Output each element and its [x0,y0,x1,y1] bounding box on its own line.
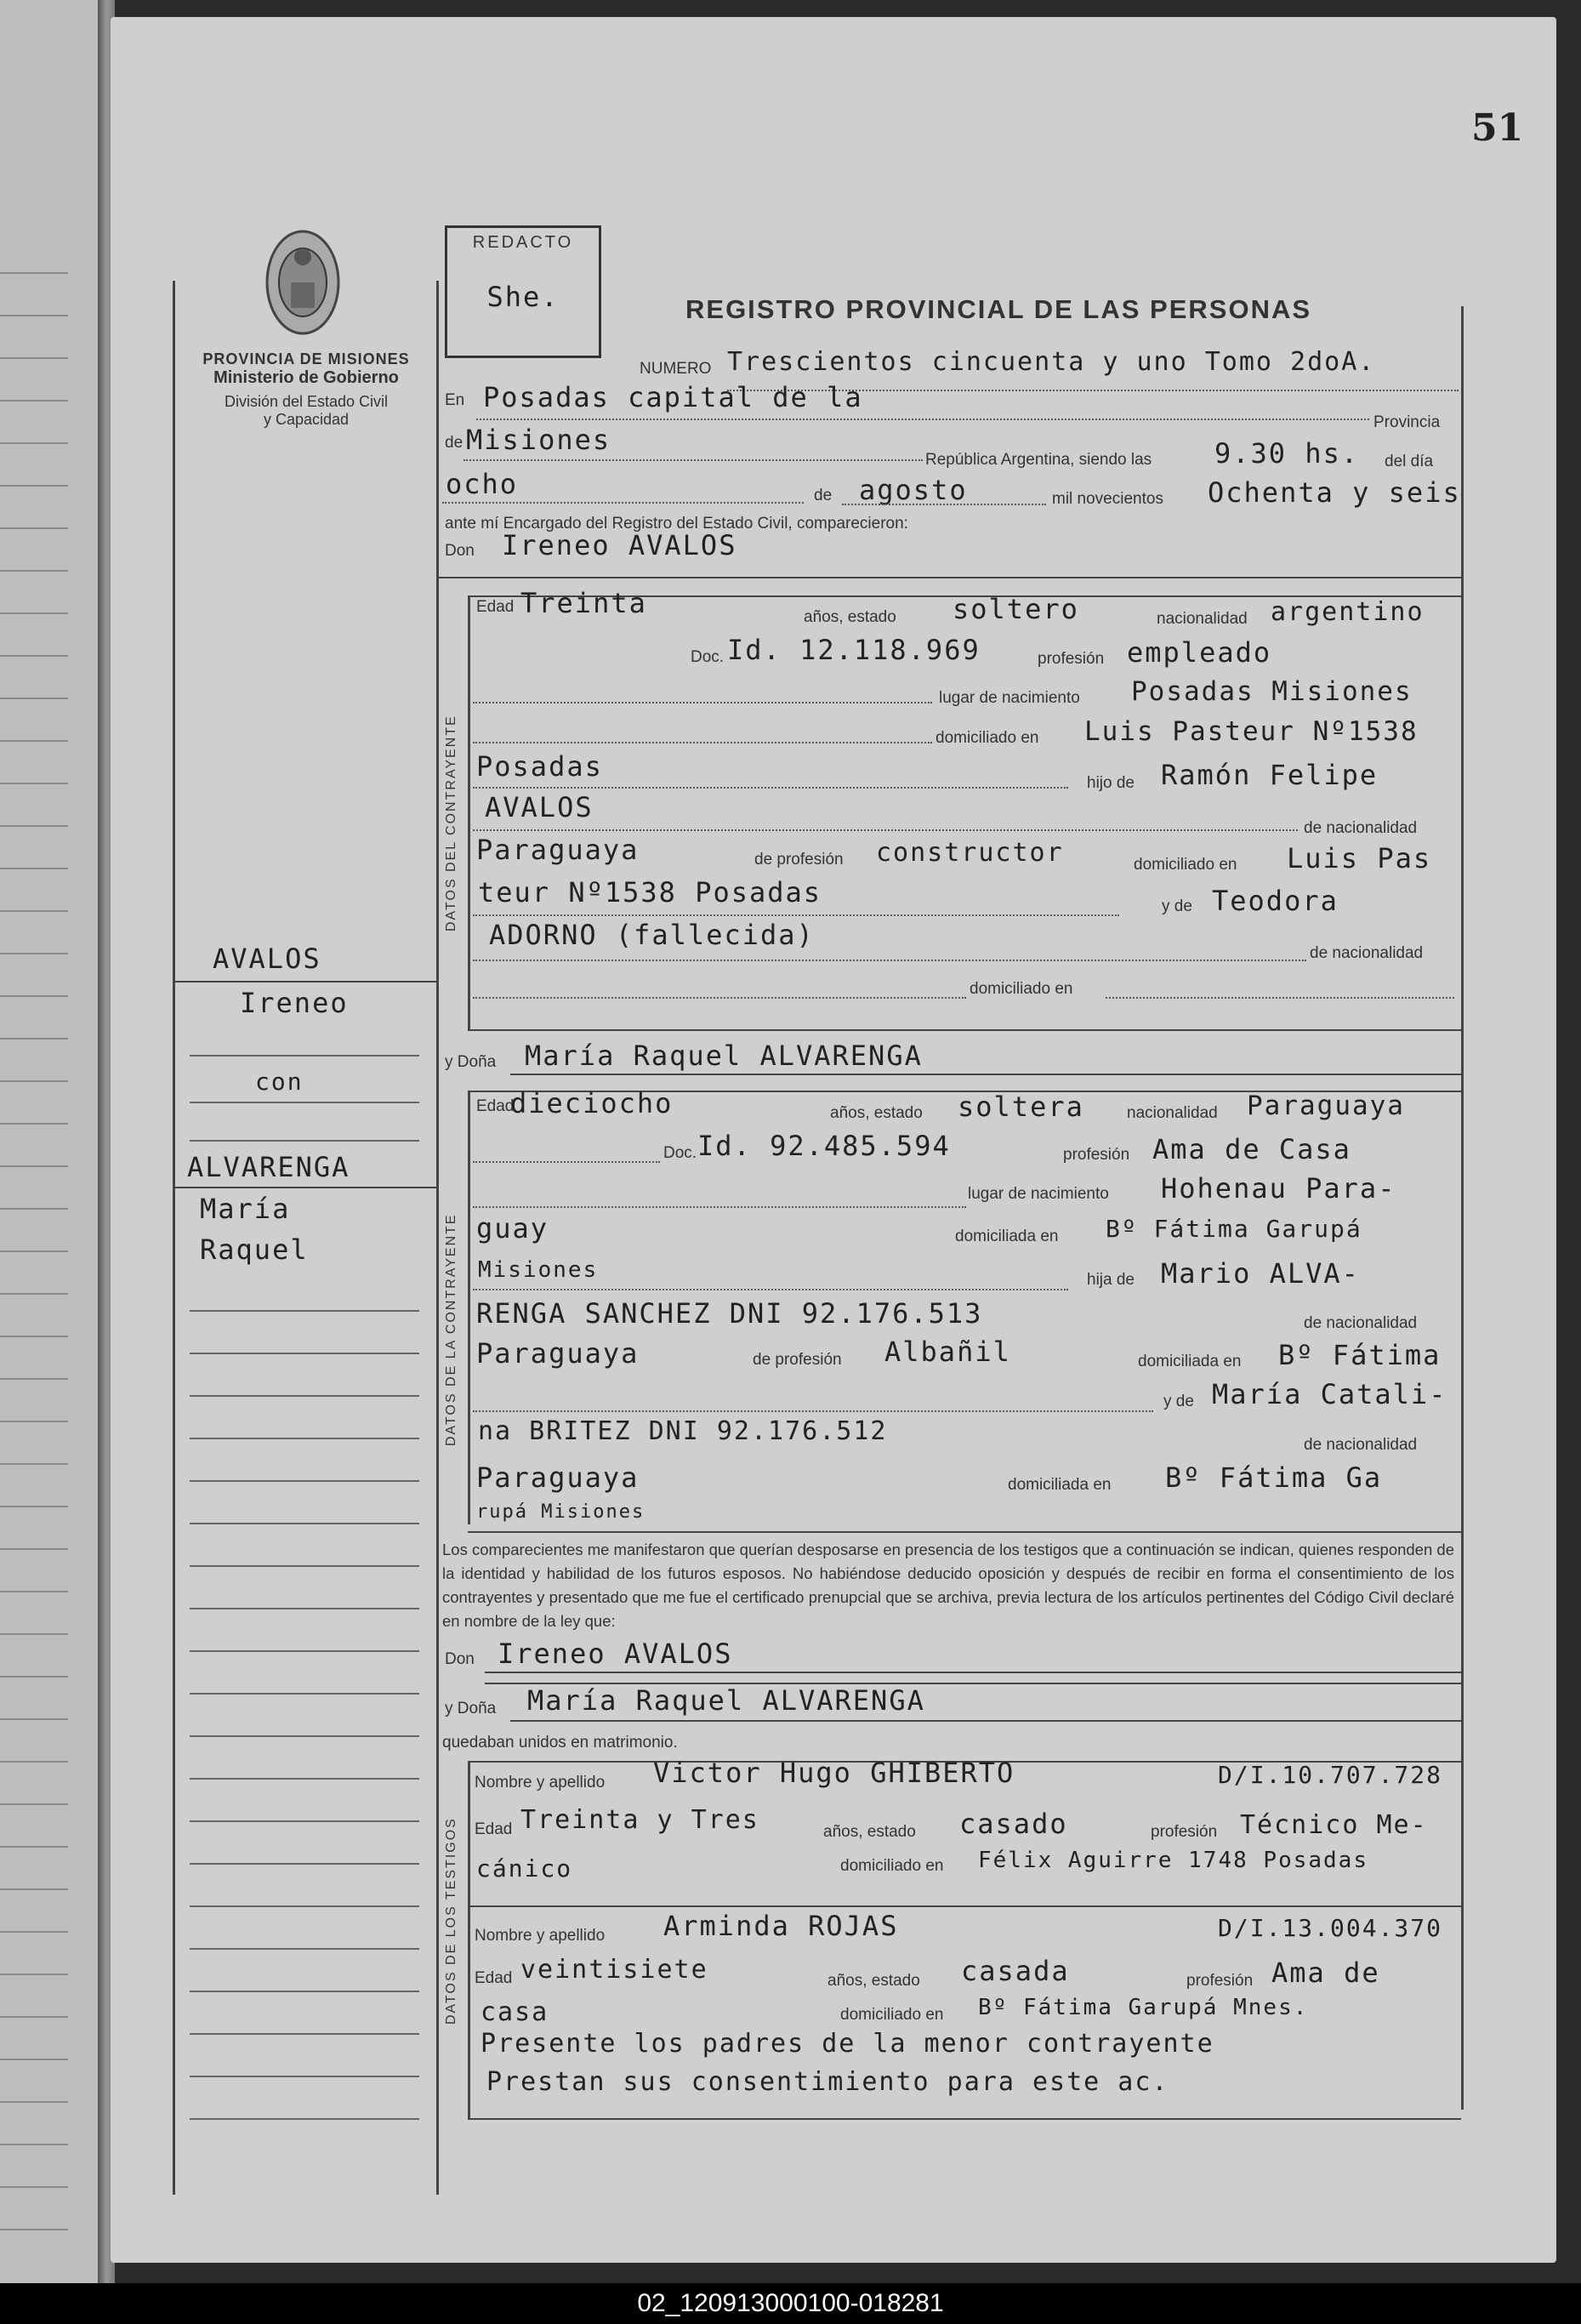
left-page-line [0,527,68,529]
provincia-label: Provincia [1373,413,1441,431]
c1-edad: Treinta [520,587,647,619]
c2-doc-label: Doc. [663,1144,697,1162]
c2-madre2: na BRITEZ DNI 92.176.512 [478,1416,888,1446]
left-page-line [0,272,68,274]
c2-hija-label: hija de [1087,1271,1135,1289]
c1-padre-prof: constructor [876,838,1064,868]
left-page-line [0,1974,68,1975]
left-page-line [0,1208,68,1210]
page-title: REGISTRO PROVINCIAL DE LAS PERSONAS [685,294,1312,324]
dia-value: ocho [446,468,519,500]
dona-value: María Raquel ALVARENGA [525,1040,923,1072]
left-page-line [0,1846,68,1848]
redacto-stamp [445,225,601,358]
c1-padre-dom1: Luis Pas [1287,842,1432,874]
numero-value: Trescientos cincuenta y uno Tomo 2doA. [727,347,1376,377]
left-page-line [0,1718,68,1720]
c2-madre-label: y de [1163,1393,1194,1410]
c2-padre2: RENGA SANCHEZ DNI 92.176.513 [476,1297,983,1330]
c1-madre2: ADORNO (fallecida) [489,919,815,951]
contrayente2-side-label: DATOS DE LA CONTRAYENTE [444,1213,458,1446]
c2-dom-label: domiciliada en [955,1228,1059,1245]
c1-padre-nac-label: de nacionalidad [1304,819,1418,837]
c2-madre-dom1: Bº Fátima Ga [1165,1461,1383,1494]
c1-prof-label: profesión [1038,650,1105,668]
en-value: Posadas capital de la [483,381,863,413]
left-page-line [0,1591,68,1592]
c1-doc: Id. 12.118.969 [727,634,981,666]
c1-lugar-label: lugar de nacimiento [939,689,1080,707]
coat-of-arms-icon [260,223,345,342]
left-page-line [0,1293,68,1295]
republica-label: República Argentina, siendo las [925,451,1152,469]
left-page-line [0,1421,68,1422]
c1-padre-dom2: teur Nº1538 Posadas [478,876,822,909]
institution-line2: Ministerio de Gobierno [213,368,399,387]
t1-profesion1: Técnico Me- [1240,1810,1428,1840]
c1-nac-label: nacionalidad [1157,610,1248,628]
c2-padre-prof-label: de profesión [753,1351,842,1369]
t2-anos-label: años, estado [827,1972,920,1990]
left-page-line [0,868,68,869]
t1-doc: D/I.10.707.728 [1218,1761,1443,1789]
t2-edad-label: Edad [475,1969,513,1987]
c1-padre-nac: Paraguaya [476,834,640,866]
c1-profesion: empleado [1127,636,1272,669]
t1-nombre-label: Nombre y apellido [475,1774,606,1791]
c1-anos-label: años, estado [804,608,896,626]
t2-domicilio: Bº Fátima Garupá Mnes. [978,1995,1309,2020]
de-label-2: de [814,487,833,504]
t2-nombre: Arminda ROJAS [663,1910,899,1942]
c1-madre-label: y de [1162,897,1192,915]
c1-madre1: Teodora [1212,885,1339,917]
form-right-rule [1461,306,1464,2110]
t1-estado: casado [959,1808,1068,1840]
left-page-line [0,2186,68,2188]
de-label: de [445,434,463,452]
left-page-line [0,2101,68,2103]
c2-edad: dieciocho [510,1087,674,1119]
left-page-line [0,2059,68,2060]
c2-doc: Id. 92.485.594 [697,1130,951,1162]
margin-con: con [255,1068,304,1096]
c2-profesion: Ama de Casa [1152,1133,1351,1165]
t1-prof-label: profesión [1151,1823,1218,1841]
institution-line4: y Capacidad [263,411,350,428]
form-left-rule [436,281,439,2195]
left-page-line [0,2229,68,2230]
c1-lugar: Posadas Misiones [1131,676,1413,707]
t2-profesion2: casa [481,1997,549,2027]
c2-padre1: Mario ALVA- [1161,1257,1360,1290]
c1-madre-dom-label: domiciliado en [970,980,1073,998]
margin-name1: Ireneo [240,987,349,1019]
left-page-line [0,2016,68,2018]
left-page-line [0,825,68,827]
en-label: En [445,391,465,409]
c2-edad-label: Edad [476,1097,515,1115]
left-page-line [0,612,68,614]
c2-madre1: María Catali- [1212,1378,1447,1410]
testigos-nota1: Presente los padres de la menor contrayente [481,2029,1214,2059]
declaration-text: Los comparecientes me manifestaron que querían desposarse en presencia de los testigos que a continuación se indican, quienes responden de la identidad y habilidad de los futuros esposos. No habiéndose deducido oposición y después de recibir en forma el consentimiento de los contrayentes y presentado que me fue el certificado prenupcial que se archiva, previa lectura de los artículos pertinentes del Código Civil declaré en nombre de la ley que: [442,1541,1454,1630]
margin-name2a: María [200,1193,291,1225]
c2-domicilio1: Bº Fátima Garupá [1106,1215,1362,1243]
ante-label: ante mí Encargado del Registro del Estado Civil, comparecieron: [445,515,908,533]
left-page-line [0,1506,68,1507]
decl-dona-label: y Doña [445,1700,497,1717]
t1-profesion2: cánico [476,1854,573,1883]
t2-profesion1: Ama de [1271,1957,1380,1989]
left-page-line [0,1803,68,1805]
left-page-line [0,485,68,487]
quedaban-text: quedaban unidos en matrimonio. [442,1734,678,1752]
t1-edad: Treinta y Tres [520,1805,759,1835]
left-page-line [0,995,68,997]
t2-edad: veintisiete [520,1955,708,1985]
left-page-line [0,570,68,572]
c2-madre-dom2: rupá Misiones [476,1501,645,1523]
don-value: Ireneo AVALOS [502,529,737,561]
c2-anos-label: años, estado [830,1104,923,1122]
c2-prof-label: profesión [1063,1146,1130,1164]
left-page-line [0,1676,68,1677]
left-page-line [0,357,68,359]
c1-domicilio: Luis Pasteur Nº1538 [1084,716,1419,747]
left-page-line [0,315,68,316]
left-page-line [0,1336,68,1337]
t2-doc: D/I.13.004.370 [1218,1914,1443,1942]
c2-nac-label: nacionalidad [1127,1104,1218,1122]
left-page [0,0,102,2288]
c1-padre1: Ramón Felipe [1161,759,1379,791]
t1-edad-label: Edad [475,1820,513,1838]
contrayente1-side-label: DATOS DEL CONTRAYENTE [444,715,458,931]
provincia-value: Misiones [466,424,611,456]
del-dia-label: del día [1385,453,1434,470]
testigos-nota2: Prestan sus consentimiento para este ac. [486,2067,1169,2097]
c1-padre-prof-label: de profesión [754,851,844,869]
decl-don-label: Don [445,1650,475,1668]
institution-line3: División del Estado Civil [224,393,389,410]
left-page-line [0,1038,68,1040]
c2-domicilio2: Misiones [478,1257,599,1283]
t1-nombre: Victor Hugo GHIBERTO [653,1757,1015,1789]
stamp-initials: She. [486,281,560,313]
left-page-line [0,1888,68,1890]
c1-edad-label: Edad [476,598,515,616]
c1-nacionalidad: argentino [1271,597,1425,627]
left-page-line [0,698,68,699]
image-caption: 02_120913000100-018281 [0,2283,1581,2324]
c2-padre-dom: Bº Fátima [1278,1339,1442,1371]
c2-lugar1: Hohenau Para- [1161,1172,1396,1205]
c2-madre-nac-label: de nacionalidad [1304,1436,1418,1454]
dona-label: y Doña [445,1053,497,1071]
c1-estado: soltero [953,593,1079,625]
c2-padre-prof: Albañil [884,1336,1011,1368]
c2-lugar2: guay [476,1212,549,1245]
left-page-line [0,400,68,402]
left-page-line [0,1250,68,1252]
c1-hijo-label: hijo de [1087,774,1135,792]
left-page-line [0,655,68,657]
left-page-line [0,1931,68,1933]
c2-padre-nac: Paraguaya [476,1337,640,1370]
testigos-side-label: DATOS DE LOS TESTIGOS [444,1817,458,2025]
mes-value: agosto [859,474,968,506]
t2-estado: casada [961,1955,1070,1987]
t1-anos-label: años, estado [823,1823,916,1841]
anio-value: Ochenta y seis [1208,476,1461,509]
c2-estado: soltera [958,1091,1084,1123]
left-page-line [0,740,68,742]
left-page-line [0,1548,68,1550]
institution-line1: PROVINCIA DE MISIONES [202,350,410,367]
stamp-title: REDACTO [472,233,574,252]
margin-surname1: AVALOS [213,943,321,975]
t2-nombre-label: Nombre y apellido [475,1927,606,1945]
don-label: Don [445,542,475,560]
margin-surname2: ALVARENGA [187,1151,350,1183]
left-page-line [0,1463,68,1465]
c2-madre-dom-label: domiciliada en [1008,1476,1112,1494]
c1-doc-label: Doc. [691,648,725,666]
decl-dona: María Raquel ALVARENGA [527,1684,925,1717]
left-page-line [0,2144,68,2145]
c2-lugar-label: lugar de nacimiento [968,1185,1109,1203]
c2-nacionalidad: Paraguaya [1247,1091,1405,1121]
t1-domicilio: Félix Aguirre 1748 Posadas [978,1848,1368,1873]
hora-value: 9.30 hs. [1214,437,1360,470]
margin-name2b: Raquel [200,1233,309,1266]
numero-label: NUMERO [640,360,712,378]
left-page-line [0,442,68,444]
left-page-line [0,783,68,784]
c2-padre-nac-label: de nacionalidad [1304,1314,1418,1332]
left-column-rule [173,281,175,2195]
c1-madre-nac-label: de nacionalidad [1310,944,1424,962]
c1-padre2: AVALOS [485,791,594,823]
t2-prof-label: profesión [1186,1972,1254,1990]
left-page-line [0,1165,68,1167]
left-page-line [0,1633,68,1635]
c1-dom-cont: Posadas [476,750,603,783]
left-page-line [0,1123,68,1125]
left-page-line [0,1080,68,1082]
t1-dom-label: domiciliado en [840,1857,944,1875]
mil-label: mil novecientos [1052,490,1163,508]
c1-padre-dom-label: domiciliado en [1134,856,1237,874]
page-number: 51 [1471,106,1524,150]
c2-madre-nac: Paraguaya [476,1461,640,1494]
left-page-line [0,910,68,912]
c1-dom-label: domiciliado en [936,729,1039,747]
left-page-line [0,953,68,954]
decl-don: Ireneo AVALOS [498,1638,733,1670]
t2-dom-label: domiciliado en [840,2006,944,2024]
left-page-line [0,1761,68,1763]
c2-padre-dom-label: domiciliada en [1138,1353,1242,1370]
left-page-line [0,1378,68,1380]
